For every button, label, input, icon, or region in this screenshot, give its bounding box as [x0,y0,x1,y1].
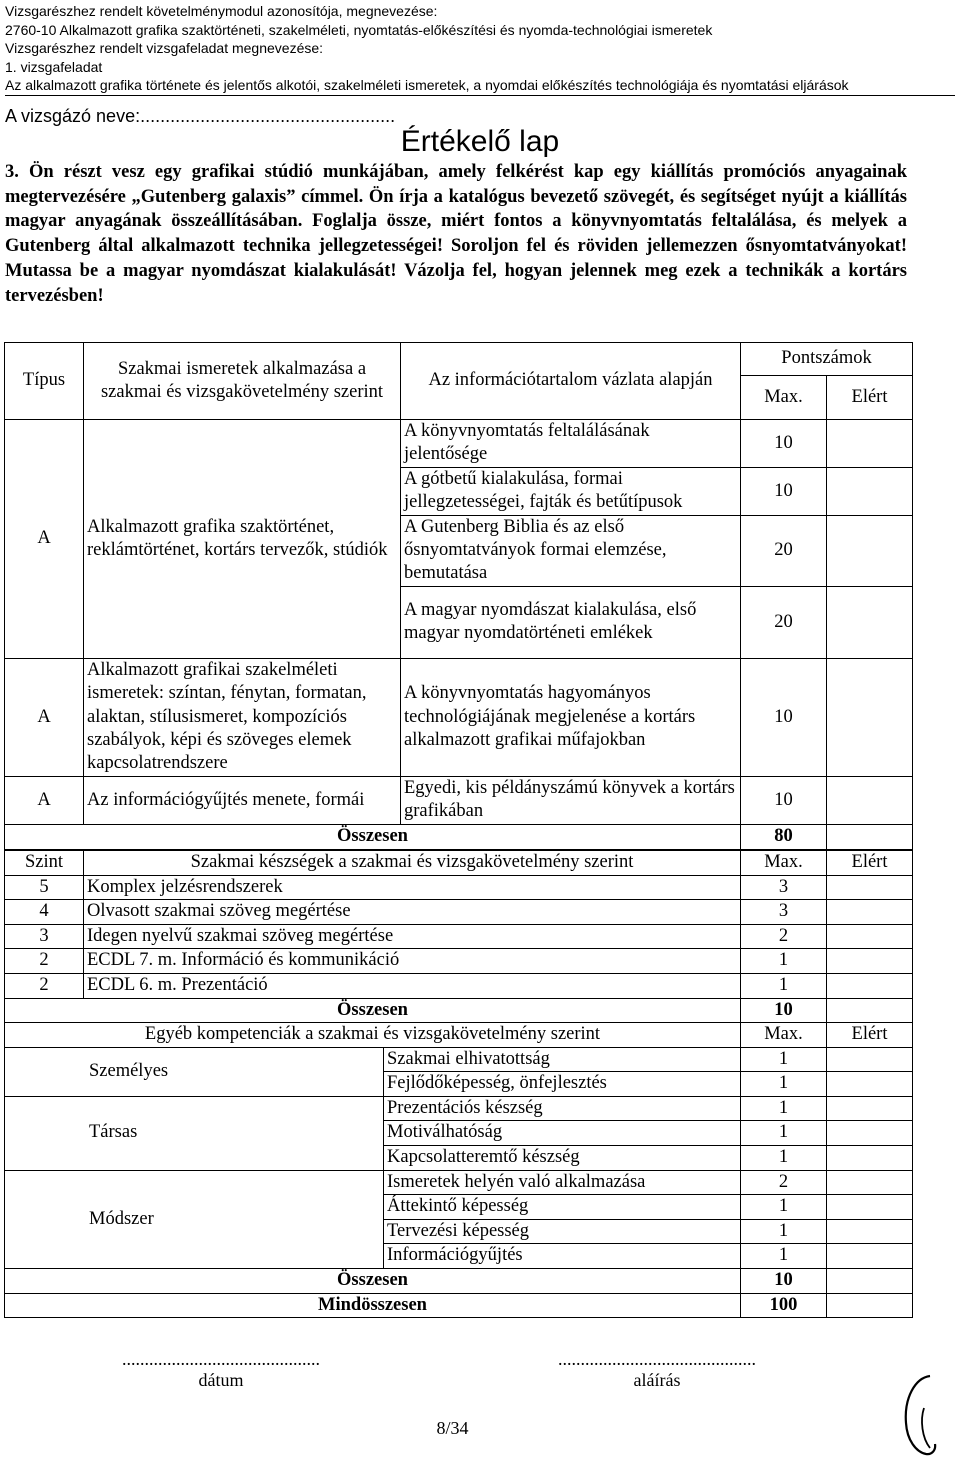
table-row [5,1047,913,1072]
skill-cell: Komplex jelzésrendszerek [84,875,741,900]
competency-cell: Kapcsolatteremtő készség [384,1145,741,1170]
table-row [5,973,913,998]
achieved-cell[interactable] [827,1145,913,1170]
total-row [5,998,913,1023]
module-name: 2760-10 Alkalmazott grafika szaktörténeti, szakelméleti, nyomtatás-előkészítési és nyomda-technológiai ismeretek [5,21,713,38]
examinee-name-field: A vizsgázó neve:................................................... [5,106,396,126]
task-number: 1. vizsgafeladat [5,58,103,75]
header-skills: Szakmai készségek a szakmai és vizsgakövetelmény szerint [84,851,741,876]
competency-cell: Prezentációs készség [384,1096,741,1121]
skills-table [4,850,913,1023]
competencies-table [4,1022,913,1318]
max-cell: 10 [741,467,827,515]
level-cell: 5 [5,875,84,900]
type-cell: A [5,658,84,776]
table-row [5,1170,913,1195]
grand-total-max: 100 [741,1293,827,1318]
header-level: Szint [5,851,84,876]
total-achieved[interactable] [827,824,913,849]
table-row [5,875,913,900]
header-max: Max. [741,851,827,876]
table-row [5,776,913,824]
max-cell: 10 [741,420,827,468]
header-max: Max. [741,376,827,420]
total-max: 10 [741,998,827,1023]
competency-cell: Fejlődőképesség, önfejlesztés [384,1072,741,1097]
max-cell: 10 [741,658,827,776]
max-cell: 2 [741,1170,827,1195]
task-label: Vizsgarészhez rendelt vizsgafeladat megnevezése: [5,40,324,56]
outline-cell: A Gutenberg Biblia és az első ősnyomtatványok formai elemzése, bemutatása [401,515,741,586]
header-knowledge: Szakmai ismeretek alkalmazása a szakmai és vizsgakövetelmény szerint [84,343,401,420]
outline-cell: A könyvnyomtatás hagyományos technológiájának megjelenése a kortárs alkalmazott grafikai műfajokban [401,658,741,776]
achieved-cell[interactable] [827,900,913,925]
achieved-cell[interactable] [827,776,913,824]
date-dots: ............................................ [122,1349,320,1369]
level-cell: 3 [5,924,84,949]
module-label: Vizsgarészhez rendelt követelménymodul azonosítója, megnevezése: [5,3,438,19]
date-line [88,1349,354,1391]
table-row [5,658,913,776]
type-cell: A [5,776,84,824]
achieved-cell[interactable] [827,467,913,515]
header-achieved: Elért [827,851,913,876]
skill-cell: Olvasott szakmai szöveg megértése [84,900,741,925]
max-cell: 3 [741,900,827,925]
task-name: Az alkalmazott grafika története és jelentős alkotói, szakelméleti ismeretek, a nyomdai előkészítés technológiája és nyomtatási eljárások [5,76,955,96]
achieved-cell[interactable] [827,1244,913,1269]
signature-label: aláírás [633,1370,681,1390]
level-cell: 4 [5,900,84,925]
achieved-cell[interactable] [827,875,913,900]
total-label: Összesen [5,998,741,1023]
skill-cell: Idegen nyelvű szakmai szöveg megértése [84,924,741,949]
competency-cell: Szakmai elhivatottság [384,1047,741,1072]
outline-cell: A magyar nyomdászat kialakulása, első magyar nyomdatörténeti emlékek [401,586,741,658]
total-max: 10 [741,1268,827,1293]
level-cell: 2 [5,949,84,974]
grand-total-achieved[interactable] [827,1293,913,1318]
max-cell: 20 [741,586,827,658]
total-max: 80 [741,824,827,849]
achieved-cell[interactable] [827,515,913,586]
level-cell: 2 [5,973,84,998]
achieved-cell[interactable] [827,1121,913,1146]
header-outline: Az információtartalom vázlata alapján [401,343,741,420]
total-label: Összesen [5,824,741,849]
knowledge-table [4,342,913,850]
header-points: Pontszámok [741,343,913,376]
max-cell: 2 [741,924,827,949]
outline-cell: Egyedi, kis példányszámú könyvek a kortárs grafikában [401,776,741,824]
table-row [5,924,913,949]
knowledge-cell: Az információgyűjtés menete, formái [84,776,401,824]
group-cell: Módszer [5,1170,384,1268]
signature-line [524,1349,790,1391]
header-achieved: Elért [827,376,913,420]
page-title: Értékelő lap [400,125,560,158]
achieved-cell[interactable] [827,1096,913,1121]
max-cell: 1 [741,1195,827,1220]
total-achieved[interactable] [827,1268,913,1293]
header-type: Típus [5,343,84,420]
achieved-cell[interactable] [827,1195,913,1220]
max-cell: 1 [741,1047,827,1072]
total-row [5,1268,913,1293]
skill-cell: ECDL 7. m. Információ és kommunikáció [84,949,741,974]
achieved-cell[interactable] [827,1170,913,1195]
max-cell: 10 [741,776,827,824]
date-label: dátum [198,1370,244,1390]
table-row [5,1096,913,1121]
max-cell: 1 [741,1145,827,1170]
achieved-cell[interactable] [827,949,913,974]
total-label: Összesen [5,1268,741,1293]
table-row [5,900,913,925]
task-description: 3. Ön részt vesz egy grafikai stúdió munkájában, amely felkérést kap egy kiállítás promóciós anyagainak megtervezésére „Gutenberg galaxis” címmel. Ön írja a katalógus bevezető szövegét, és segítséget nyújt a kiállítás magyar anyagának összeállításában. Foglalja össze, miért fontos a könyvnyomtatás feltalálása, és melyek a Gutenberg által alkalmazott technika jellegzetességei! Soroljon fel és röviden jellemezzen ősnyomtatványokat! Mutassa be a magyar nyomdászat kialakulását! Vázolja fel, hogyan jelennek meg ezek a technikák a kortárs tervezésben! [5,162,907,306]
grand-total-row [5,1293,913,1318]
achieved-cell[interactable] [827,420,913,468]
max-cell: 1 [741,949,827,974]
competency-cell: Ismeretek helyén való alkalmazása [384,1170,741,1195]
total-achieved[interactable] [827,998,913,1023]
table-row [5,949,913,974]
header-other: Egyéb kompetenciák a szakmai és vizsgakövetelmény szerint [5,1023,741,1048]
knowledge-cell: Alkalmazott grafikai szakelméleti ismeretek: színtan, fénytan, formatan, alaktan, stílusismeret, kompozíciós szabályok, képi és szöveges elemek kapcsolatrendszere [84,658,401,776]
max-cell: 1 [741,973,827,998]
achieved-cell[interactable] [827,1219,913,1244]
group-cell: Személyes [5,1047,384,1096]
max-cell: 1 [741,1244,827,1269]
achieved-cell[interactable] [827,1047,913,1072]
max-cell: 20 [741,515,827,586]
max-cell: 1 [741,1096,827,1121]
outline-cell: A gótbetű kialakulása, formai jellegzetességei, fajták és betűtípusok [401,467,741,515]
achieved-cell[interactable] [827,586,913,658]
skill-cell: ECDL 6. m. Prezentáció [84,973,741,998]
competency-cell: Motiválhatóság [384,1121,741,1146]
table-row [5,420,913,468]
achieved-cell[interactable] [827,658,913,776]
competency-cell: Információgyűjtés [384,1244,741,1269]
header-achieved: Elért [827,1023,913,1048]
achieved-cell[interactable] [827,1072,913,1097]
max-cell: 3 [741,875,827,900]
achieved-cell[interactable] [827,973,913,998]
header-max: Max. [741,1023,827,1048]
knowledge-cell: Alkalmazott grafika szaktörténet, reklámtörténet, kortárs tervezők, stúdiók [84,420,401,659]
document-header [5,2,955,96]
signature-mark [890,1368,950,1458]
outline-cell: A könyvnyomtatás feltalálásának jelentősége [401,420,741,468]
achieved-cell[interactable] [827,924,913,949]
competency-cell: Tervezési képesség [384,1219,741,1244]
max-cell: 1 [741,1219,827,1244]
total-row [5,824,913,849]
max-cell: 1 [741,1072,827,1097]
competency-cell: Áttekintő képesség [384,1195,741,1220]
type-cell: A [5,420,84,659]
page-number: 8/34 [436,1418,469,1438]
signature-dots: ............................................ [558,1349,756,1369]
group-cell: Társas [5,1096,384,1170]
max-cell: 1 [741,1121,827,1146]
grand-total-label: Mindösszesen [5,1293,741,1318]
